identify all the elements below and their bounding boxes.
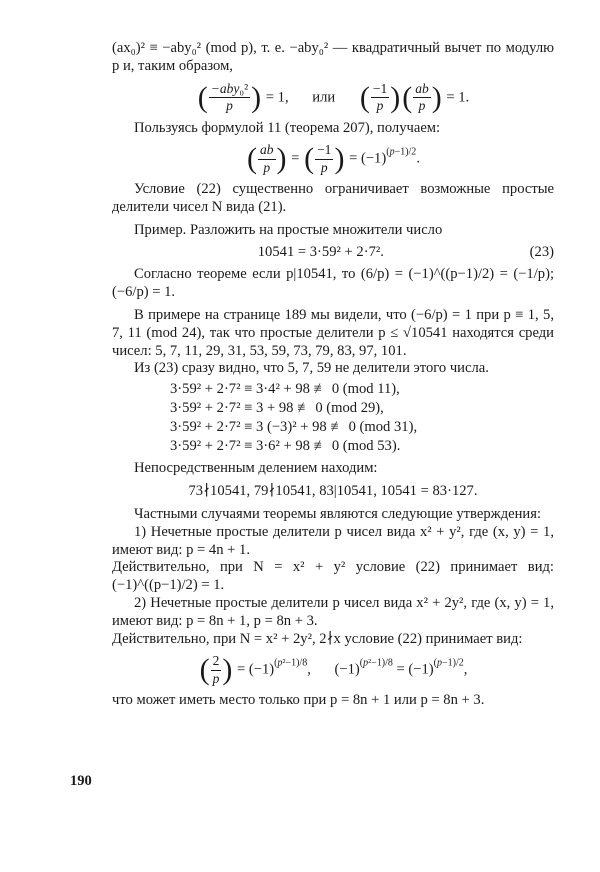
- paragraph-10: 1) Нечетные простые делители p чисел вида x² + y², где (x, y) = 1, имеют вид: p = 4n + 1.: [112, 523, 554, 558]
- paragraph-4: Пример. Разложить на простые множители число: [134, 221, 443, 238]
- paragraph-1: (ax₀)² ≡ −aby₀² (mod p), т. е. −aby₀² — квадратичный вычет по модулю p и, таким образом,: [112, 40, 554, 74]
- paragraph-3: Условие (22) существенно ограничивает возможные простые делители чисел N вида (21).: [112, 181, 554, 216]
- paragraph-11: Действительно, при N = x² + y² условие (22) принимает вид: (−1)^((p−1)/2) = 1.: [112, 559, 554, 594]
- equation-3: 10541 = 3·59² + 2·7².: [257, 243, 384, 260]
- page-body: [112, 40, 554, 710]
- paragraph-5: Согласно теореме если p|10541, то (6/p) = (−1)^((p−1)/2) = (−1/p); (−6/p) = 1.: [112, 266, 554, 301]
- equation-1: ( $\frac{\text{−aby₀²}}{p}$ ) = 1, или ( $\frac{-1}{p}$ ) ( $\frac{ab}{p}$ ) = 1.: [197, 80, 470, 114]
- congruence-line: 3·59² + 2·7² ≡ 3·6² + 98 ≢ 0 (mod 53).: [170, 437, 401, 454]
- congruence-list: [170, 381, 554, 455]
- equation-4: 73∤10541, 79∤10541, 83|10541, 10541 = 83·127.: [188, 483, 478, 500]
- equation-2: ( $\frac{ab}{p}$ ) = ( $\frac{-1}{p}$ ) = $(-1)^{(p-1)/2}$.: [247, 142, 420, 176]
- paragraph-6: В примере на странице 189 мы видели, что (−6/p) = 1 при p ≡ 1, 5, 7, 11 (mod 24), так что простые делители p ≤ √10541 находятся среди чисел: 5, 7, 11, 29, 31, 53, 59, 73, 79, 83, 97, 101.: [112, 307, 554, 359]
- congruence-line: 3·59² + 2·7² ≡ 3·4² + 98 ≢ 0 (mod 11),: [170, 381, 400, 398]
- paragraph-7: Из (23) сразу видно, что 5, 7, 59 не делители этого числа.: [134, 360, 489, 377]
- paragraph-2: Пользуясь формулой 11 (теорема 207), получаем:: [134, 119, 441, 136]
- page-number: 190: [70, 773, 92, 789]
- congruence-line: 3·59² + 2·7² ≡ 3 + 98 ≢ 0 (mod 29),: [170, 400, 384, 417]
- paragraph-14: что может иметь место только при p = 8n + 1 или p = 8n + 3.: [112, 692, 485, 709]
- equation-5: ( $\frac{2}{p}$ ) = $(-1)^{(p^2-1)/8}$, $(-1)^{(p^2-1)/8} = (-1)^{(p-1)/2}$,: [199, 653, 468, 687]
- paragraph-8: Непосредственным делением находим:: [134, 460, 378, 477]
- equation-3-row: [112, 244, 554, 262]
- congruence-line: 3·59² + 2·7² ≡ 3 (−3)² + 98 ≢ 0 (mod 31),: [170, 418, 418, 435]
- paragraph-13: Действительно, при N = x² + 2y², 2∤x условие (22) принимает вид:: [112, 630, 523, 647]
- paragraph-12: 2) Нечетные простые делители p чисел вида x² + 2y², где (x, y) = 1, имеют вид: p = 8n + 1, p = 8n + 3.: [112, 595, 554, 629]
- paragraph-9: Частными случаями теоремы являются следующие утверждения:: [134, 506, 542, 523]
- equation-3-label: (23): [529, 243, 554, 260]
